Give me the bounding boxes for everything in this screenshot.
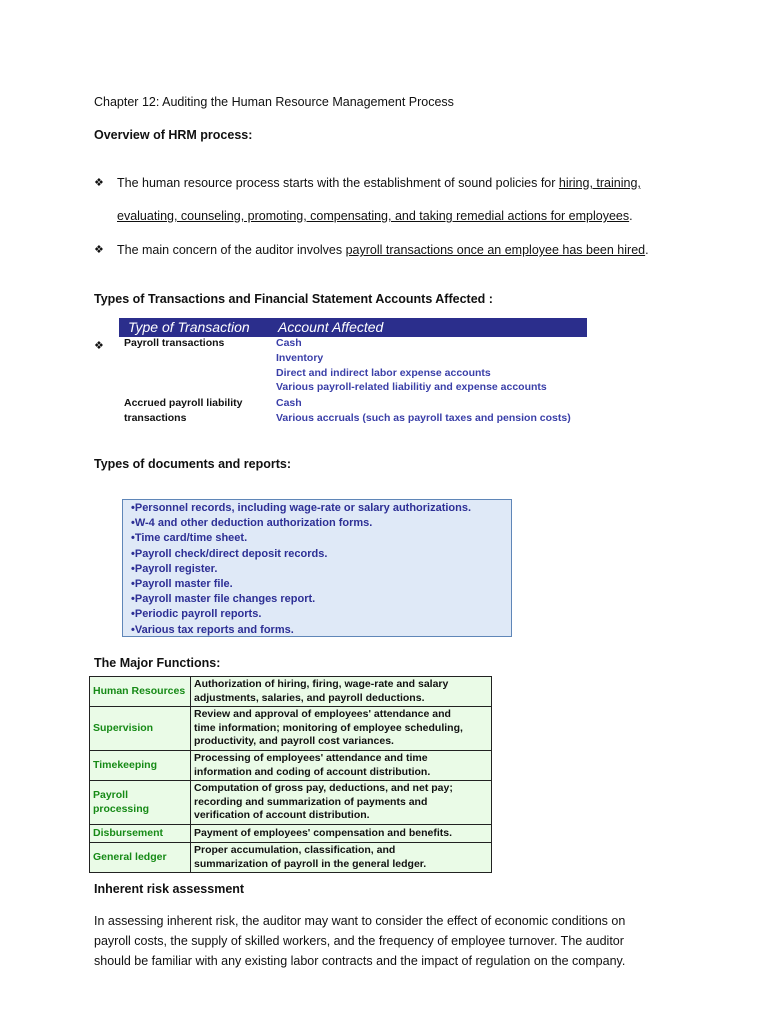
- document-item: •Various tax reports and forms.: [131, 623, 294, 636]
- functions-heading: The Major Functions:: [94, 656, 221, 670]
- account-affected: Various accruals (such as payroll taxes and pension costs): [276, 412, 571, 424]
- bullet-1-line-2: [117, 208, 633, 224]
- table-row: [90, 707, 492, 751]
- bullet-1-period: .: [629, 209, 633, 223]
- bullet-diamond-icon: ❖: [94, 340, 104, 352]
- function-name: Timekeeping: [90, 751, 191, 781]
- header-type-of-transaction: Type of Transaction: [128, 319, 250, 335]
- documents-list-box: [122, 499, 512, 637]
- bullet-2: [117, 242, 649, 258]
- table-row: [90, 843, 492, 873]
- overview-heading: Overview of HRM process:: [94, 128, 253, 142]
- document-item: •W-4 and other deduction authorization forms.: [131, 517, 373, 530]
- risk-heading: Inherent risk assessment: [94, 882, 245, 896]
- major-functions-table: [89, 676, 492, 873]
- chapter-title: Chapter 12: Auditing the Human Resource Management Process: [94, 95, 454, 109]
- table-row: [90, 677, 492, 707]
- transaction-type: Accrued payroll liability: [124, 397, 243, 409]
- risk-paragraph-line-2: payroll costs, the supply of skilled workers, and the frequency of employee turnover. The auditor: [94, 934, 624, 948]
- transactions-table-header: [119, 318, 587, 337]
- table-row: [90, 825, 492, 843]
- table-row: [90, 751, 492, 781]
- header-account-affected: Account Affected: [278, 319, 384, 335]
- document-item: •Payroll register.: [131, 562, 218, 575]
- function-name: Disbursement: [90, 825, 191, 843]
- document-item: •Personnel records, including wage-rate or salary authorizations.: [131, 502, 472, 514]
- function-name: Payroll processing: [90, 781, 191, 825]
- account-affected: Inventory: [276, 352, 324, 364]
- function-description: Authorization of hiring, firing, wage-rate and salary adjustments, salaries, and payroll deductions.: [191, 677, 492, 707]
- risk-paragraph-line-3: should be familiar with any existing labor contracts and the impact of regulation on the company.: [94, 954, 626, 968]
- bullet-2-underlined: payroll transactions once an employee has been hired: [345, 243, 646, 257]
- transaction-type: Payroll transactions: [124, 337, 225, 349]
- bullet-diamond-icon: ❖: [94, 177, 104, 189]
- account-affected: Cash: [276, 337, 302, 349]
- document-item: •Periodic payroll reports.: [131, 608, 262, 621]
- account-affected: Direct and indirect labor expense accounts: [276, 367, 491, 379]
- function-name: Human Resources: [90, 677, 191, 707]
- account-affected: Cash: [276, 397, 302, 409]
- bullet-2-text: The main concern of the auditor involves: [117, 243, 346, 257]
- bullet-1-underlined-2: evaluating, counseling, promoting, compensating, and taking remedial actions for employees: [117, 209, 630, 223]
- account-affected: Various payroll-related liabilitiy and expense accounts: [276, 381, 547, 393]
- function-name: General ledger: [90, 843, 191, 873]
- bullet-1-underlined: hiring, training,: [558, 176, 641, 190]
- function-description: Review and approval of employees' attendance and time information; monitoring of employee scheduling, productivity, and payroll cost variances.: [191, 707, 492, 751]
- function-description: Proper accumulation, classification, and summarization of payroll in the general ledger.: [191, 843, 492, 873]
- documents-heading: Types of documents and reports:: [94, 457, 292, 471]
- function-description: Computation of gross pay, deductions, and net pay; recording and summarization of payments and verification of account distribution.: [191, 781, 492, 825]
- bullet-1-line-1: [117, 175, 641, 191]
- function-description: Payment of employees' compensation and benefits.: [191, 825, 492, 843]
- transactions-heading: Types of Transactions and Financial Statement Accounts Affected :: [94, 292, 493, 306]
- document-item: •Payroll master file changes report.: [131, 593, 316, 606]
- risk-paragraph-line-1: In assessing inherent risk, the auditor may want to consider the effect of economic conditions on: [94, 914, 626, 928]
- bullet-diamond-icon: ❖: [94, 244, 104, 256]
- bullet-2-period: .: [645, 243, 649, 257]
- document-item: •Payroll master file.: [131, 578, 233, 591]
- document-item: •Payroll check/direct deposit records.: [131, 547, 328, 560]
- transaction-type-cont: transactions: [124, 412, 187, 424]
- function-description: Processing of employees' attendance and time information and coding of account distribution.: [191, 751, 492, 781]
- document-item: •Time card/time sheet.: [131, 532, 248, 545]
- bullet-1-text: The human resource process starts with the establishment of sound policies for: [117, 176, 559, 190]
- table-row: [90, 781, 492, 825]
- function-name: Supervision: [90, 707, 191, 751]
